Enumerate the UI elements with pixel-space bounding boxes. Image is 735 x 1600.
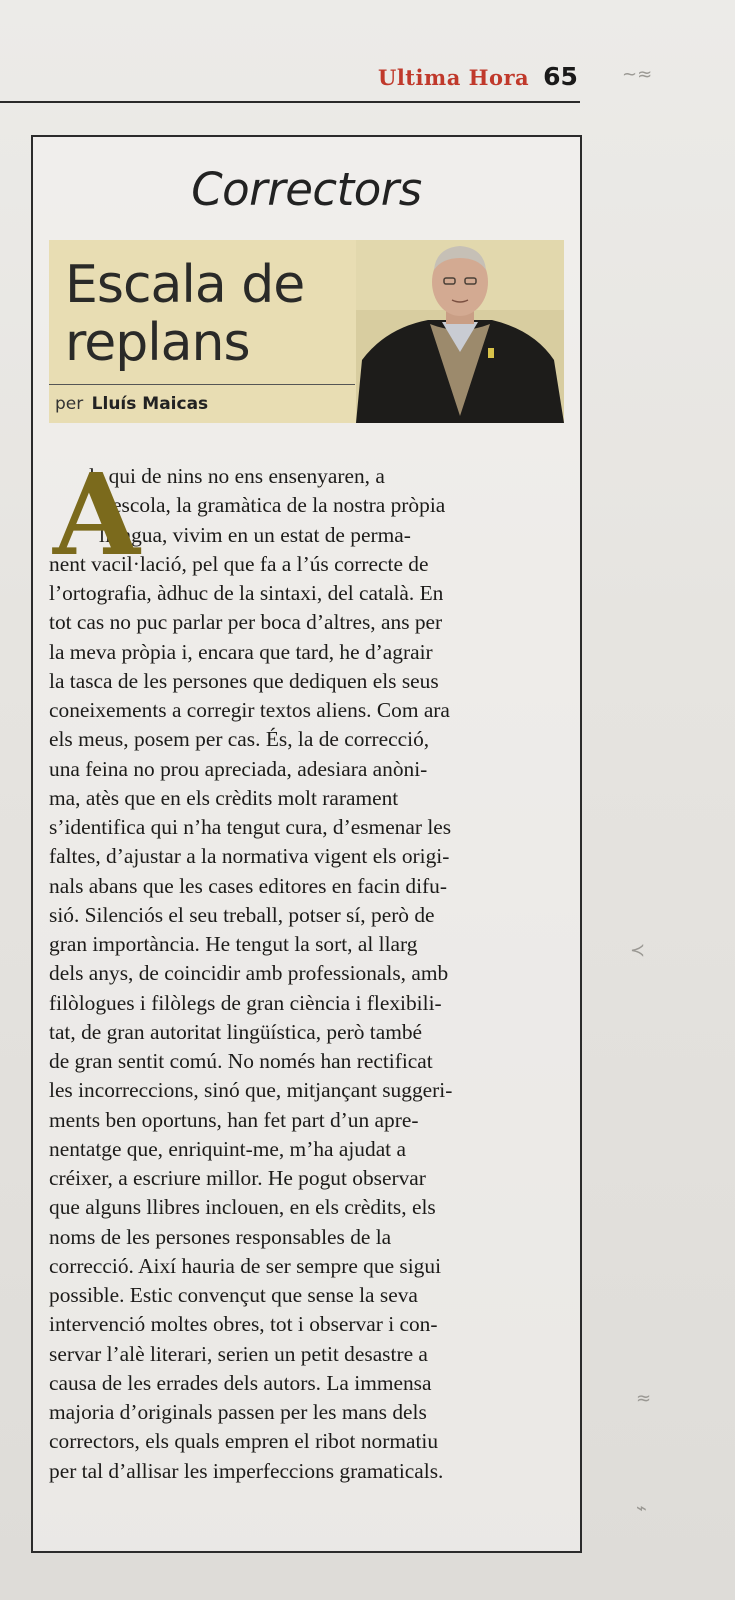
margin-scribble-icon: ≺ bbox=[630, 940, 646, 961]
article-line: s’identifica qui n’ha tengut cura, d’esmenar les bbox=[49, 815, 452, 839]
byline bbox=[55, 394, 208, 414]
article-body bbox=[45, 450, 570, 1486]
article-line: filòlogues i filòlegs de gran ciència i flexibili- bbox=[49, 990, 442, 1015]
article-line: l’escola, la gramàtica de la nostra pròpia bbox=[99, 493, 446, 518]
article-line: la meva pròpia i, encara que tard, he d’agrair bbox=[49, 639, 433, 664]
margin-scribble-icon: ≈ bbox=[636, 1388, 652, 1409]
article-line: correctors, els quals empren el ribot normatiu bbox=[49, 1429, 439, 1454]
article-line: per tal d’allisar les imperfeccions gramaticals. bbox=[49, 1458, 444, 1483]
article-line: ls qui de nins no ens ensenyaren, a bbox=[89, 464, 385, 488]
article-line: ma, atès que en els crèdits molt rarament bbox=[49, 785, 399, 810]
article-line: dels anys, de coincidir amb professionals, amb bbox=[49, 961, 449, 986]
article-line: ments ben oportuns, han fet part d’un apre- bbox=[49, 1107, 419, 1132]
article-line: llengua, vivim en un estat de perma- bbox=[99, 522, 411, 547]
opinion-column bbox=[31, 135, 582, 1553]
article-line: tat, de gran autoritat lingüística, però també bbox=[49, 1019, 423, 1044]
article-line: les incorreccions, sinó que, mitjançant suggeri- bbox=[49, 1078, 453, 1103]
headline-line-2: replans bbox=[65, 313, 250, 373]
drop-cap: A bbox=[53, 450, 140, 581]
byline-rule bbox=[49, 384, 355, 385]
article-line: gran importància. He tengut la sort, al llarg bbox=[49, 932, 418, 956]
article-line: tot cas no puc parlar per boca d’altres, ans per bbox=[49, 610, 443, 635]
headline bbox=[65, 256, 365, 372]
article-line: els meus, posem per cas. És, la de correcció, bbox=[49, 727, 430, 752]
article-line: la tasca de les persones que dediquen els seus bbox=[49, 668, 439, 693]
article-line: possible. Estic convençut que sense la seva bbox=[49, 1283, 418, 1307]
article-line: de gran sentit comú. No només han rectificat bbox=[49, 1049, 433, 1073]
author-portrait-image bbox=[356, 240, 564, 423]
article-line: una feina no prou apreciada, adesiara anòni- bbox=[49, 756, 428, 781]
section-title: Correctors bbox=[191, 163, 422, 216]
article-line: faltes, d’ajustar a la normativa vigent els origi- bbox=[49, 844, 450, 869]
author-portrait bbox=[356, 240, 564, 423]
masthead bbox=[378, 62, 578, 91]
article-lines bbox=[45, 450, 570, 1486]
article-line: sió. Silenciós el seu treball, potser sí, però de bbox=[49, 902, 435, 927]
masthead-rule bbox=[0, 101, 580, 103]
article-line: nent vacil·lació, pel que fa a l’ús correcte de bbox=[49, 551, 429, 576]
publication-name: Ultima Hora bbox=[378, 65, 530, 90]
article-line: que alguns llibres inclouen, en els crèdits, els bbox=[49, 1195, 436, 1220]
article-line: servar l’alè literari, serien un petit desastre a bbox=[49, 1341, 428, 1366]
article-line: créixer, a escriure millor. He pogut observar bbox=[49, 1166, 426, 1190]
article-line: nentatge que, enriquint-me, m’ha ajudat a bbox=[49, 1136, 406, 1161]
byline-author: Lluís Maicas bbox=[91, 394, 209, 414]
margin-scribble-icon: ~≈ bbox=[622, 64, 653, 85]
page-number: 65 bbox=[543, 62, 578, 91]
margin-scribble-icon: ⌁ bbox=[636, 1498, 647, 1519]
byline-prefix: per bbox=[55, 394, 84, 414]
article-line: intervenció moltes obres, tot i observar i con- bbox=[49, 1312, 438, 1337]
article-line: correcció. Així hauria de ser sempre que sigui bbox=[49, 1253, 442, 1278]
article-line: noms de les persones responsables de la bbox=[49, 1224, 392, 1249]
article-line: nals abans que les cases editores en facin difu- bbox=[49, 873, 447, 898]
article-line: coneixements a corregir textos aliens. Com ara bbox=[49, 698, 450, 722]
headline-line-1: Escala de bbox=[65, 255, 305, 315]
article-line: causa de les errades dels autors. La immensa bbox=[49, 1370, 432, 1395]
article-line: l’ortografia, àdhuc de la sintaxi, del català. En bbox=[49, 581, 444, 605]
article-line: majoria d’originals passen per les mans dels bbox=[49, 1400, 427, 1424]
